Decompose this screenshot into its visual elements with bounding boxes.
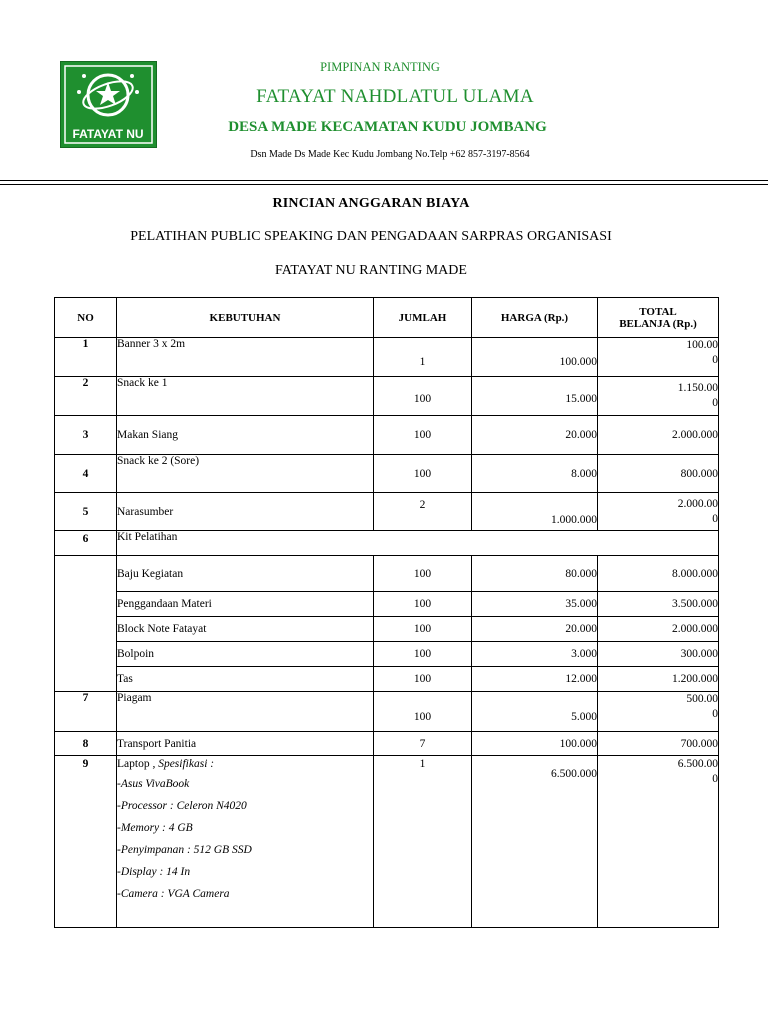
row-total: 700.000: [598, 732, 719, 756]
row-harga: 35.000: [472, 592, 598, 617]
row-total-part2: 0: [712, 397, 718, 409]
row-harga: 1.000.000: [472, 493, 598, 531]
row-total: 2.000.000: [598, 617, 719, 642]
table-row: [55, 531, 719, 556]
row-jumlah: 100: [374, 416, 472, 455]
row-no: 2: [55, 377, 117, 416]
row-kebutuhan: Snack ke 2 (Sore): [117, 455, 374, 493]
header-divider: [0, 180, 768, 181]
row-total-part1: 500.00: [686, 693, 718, 705]
row-harga: 20.000: [472, 617, 598, 642]
col-header-total: [598, 298, 719, 338]
row-harga: 3.000: [472, 642, 598, 667]
kit-item-row: [55, 642, 719, 667]
laptop-label: Laptop: [117, 758, 150, 770]
table-row: [55, 493, 719, 531]
row-jumlah: 100: [374, 667, 472, 692]
row-no: 5: [55, 493, 117, 531]
row-kebutuhan: Tas: [117, 667, 374, 692]
kit-item-row: [55, 667, 719, 692]
spec-item: -Display : 14 In: [117, 866, 191, 878]
col-header-harga: HARGA (Rp.): [472, 298, 598, 338]
row-total: [598, 377, 719, 416]
budget-table: [54, 297, 719, 928]
row-kebutuhan: Piagam: [117, 692, 374, 732]
header-line-organization: FATAYAT NAHDLATUL ULAMA: [256, 86, 534, 107]
row-total: 8.000.000: [598, 556, 719, 592]
logo-text: FATAYAT NU: [72, 127, 144, 141]
row-jumlah: 100: [374, 377, 472, 416]
row-total: [598, 493, 719, 531]
col-header-total-line2: BELANJA (Rp.): [619, 317, 697, 330]
row-total: 300.000: [598, 642, 719, 667]
spec-item: -Memory : 4 GB: [117, 822, 193, 834]
row-jumlah: 100: [374, 617, 472, 642]
row-no: 7: [55, 692, 117, 732]
row-kebutuhan: Makan Siang: [117, 416, 374, 455]
document-subtitle: PELATIHAN PUBLIC SPEAKING DAN PENGADAAN SARPRAS ORGANISASI: [130, 229, 612, 244]
row-kebutuhan: Block Note Fatayat: [117, 617, 374, 642]
row-total: [598, 756, 719, 928]
row-total: 800.000: [598, 455, 719, 493]
spec-item: -Camera : VGA Camera: [117, 888, 230, 900]
header-address: Dsn Made Ds Made Kec Kudu Jombang No.Telp +62 857-3197-8564: [250, 149, 530, 160]
row-kebutuhan: Bolpoin: [117, 642, 374, 667]
row-no: 6: [55, 531, 117, 556]
row-jumlah: 100: [374, 642, 472, 667]
laptop-title: [117, 758, 373, 770]
row-kebutuhan: Transport Panitia: [117, 732, 374, 756]
row-total: 1.200.000: [598, 667, 719, 692]
col-header-total-line1: TOTAL: [639, 305, 677, 318]
row-total-part2: 0: [712, 773, 718, 785]
row-total-part2: 0: [712, 708, 718, 720]
row-jumlah: 100: [374, 692, 472, 732]
spec-item: -Processor : Celeron N4020: [117, 800, 247, 812]
row-harga: 80.000: [472, 556, 598, 592]
col-header-kebutuhan: KEBUTUHAN: [117, 298, 374, 338]
row-jumlah: 1: [374, 338, 472, 377]
laptop-spec-label: , Spesifikasi :: [152, 758, 215, 770]
row-harga: 5.000: [472, 692, 598, 732]
kit-item-row: [55, 617, 719, 642]
row-total-part1: 100.00: [686, 339, 718, 351]
table-row: [55, 756, 719, 928]
row-jumlah: 1: [374, 756, 472, 928]
row-jumlah: 2: [374, 493, 472, 531]
row-total: [598, 692, 719, 732]
table-row: [55, 732, 719, 756]
row-no: 4: [55, 455, 117, 493]
row-total-part2: 0: [712, 354, 718, 366]
row-jumlah: 100: [374, 556, 472, 592]
table-row: [55, 455, 719, 493]
row-kebutuhan: Penggandaan Materi: [117, 592, 374, 617]
row-total-part2: 0: [712, 512, 718, 525]
row-harga: 6.500.000: [472, 756, 598, 928]
row-jumlah: 100: [374, 592, 472, 617]
row-kebutuhan: Baju Kegiatan: [117, 556, 374, 592]
kit-item-row: [55, 556, 719, 592]
kit-blank-no: [55, 556, 117, 692]
header-line-pimpinan: PIMPINAN RANTING: [320, 60, 440, 74]
row-harga: 100.000: [472, 338, 598, 377]
row-total: 3.500.000: [598, 592, 719, 617]
col-header-no: NO: [55, 298, 117, 338]
laptop-spec-list: [117, 778, 373, 900]
row-harga: 12.000: [472, 667, 598, 692]
kit-item-row: [55, 592, 719, 617]
row-kebutuhan: Snack ke 1: [117, 377, 374, 416]
row-harga: 15.000: [472, 377, 598, 416]
header-line-location: DESA MADE KECAMATAN KUDU JOMBANG: [228, 119, 547, 135]
row-no: 9: [55, 756, 117, 928]
table-header-row: [55, 298, 719, 338]
row-no: 3: [55, 416, 117, 455]
row-total-part1: 6.500.00: [677, 758, 718, 770]
table-row: [55, 692, 719, 732]
row-harga: 8.000: [472, 455, 598, 493]
document-title: RINCIAN ANGGARAN BIAYA: [272, 196, 470, 211]
spec-item: -Asus VivaBook: [117, 778, 190, 790]
col-header-jumlah: JUMLAH: [374, 298, 472, 338]
row-total-part1: 1.150.00: [677, 382, 718, 394]
table-row: [55, 416, 719, 455]
document-subtitle-org: FATAYAT NU RANTING MADE: [275, 263, 467, 278]
row-kebutuhan: Kit Pelatihan: [117, 531, 719, 556]
row-jumlah: 100: [374, 455, 472, 493]
row-total: [598, 338, 719, 377]
row-jumlah: 7: [374, 732, 472, 756]
row-total: 2.000.000: [598, 416, 719, 455]
row-harga: 100.000: [472, 732, 598, 756]
spec-item: -Penyimpanan : 512 GB SSD: [117, 844, 252, 856]
row-no: 8: [55, 732, 117, 756]
row-kebutuhan-laptop: [117, 756, 374, 928]
row-harga: 20.000: [472, 416, 598, 455]
header-divider-thin: [0, 184, 768, 185]
table-row: [55, 338, 719, 377]
table-row: [55, 377, 719, 416]
row-no: 1: [55, 338, 117, 377]
row-kebutuhan: Narasumber: [117, 493, 374, 531]
row-kebutuhan: Banner 3 x 2m: [117, 338, 374, 377]
row-total-part1: 2.000.00: [677, 497, 718, 510]
